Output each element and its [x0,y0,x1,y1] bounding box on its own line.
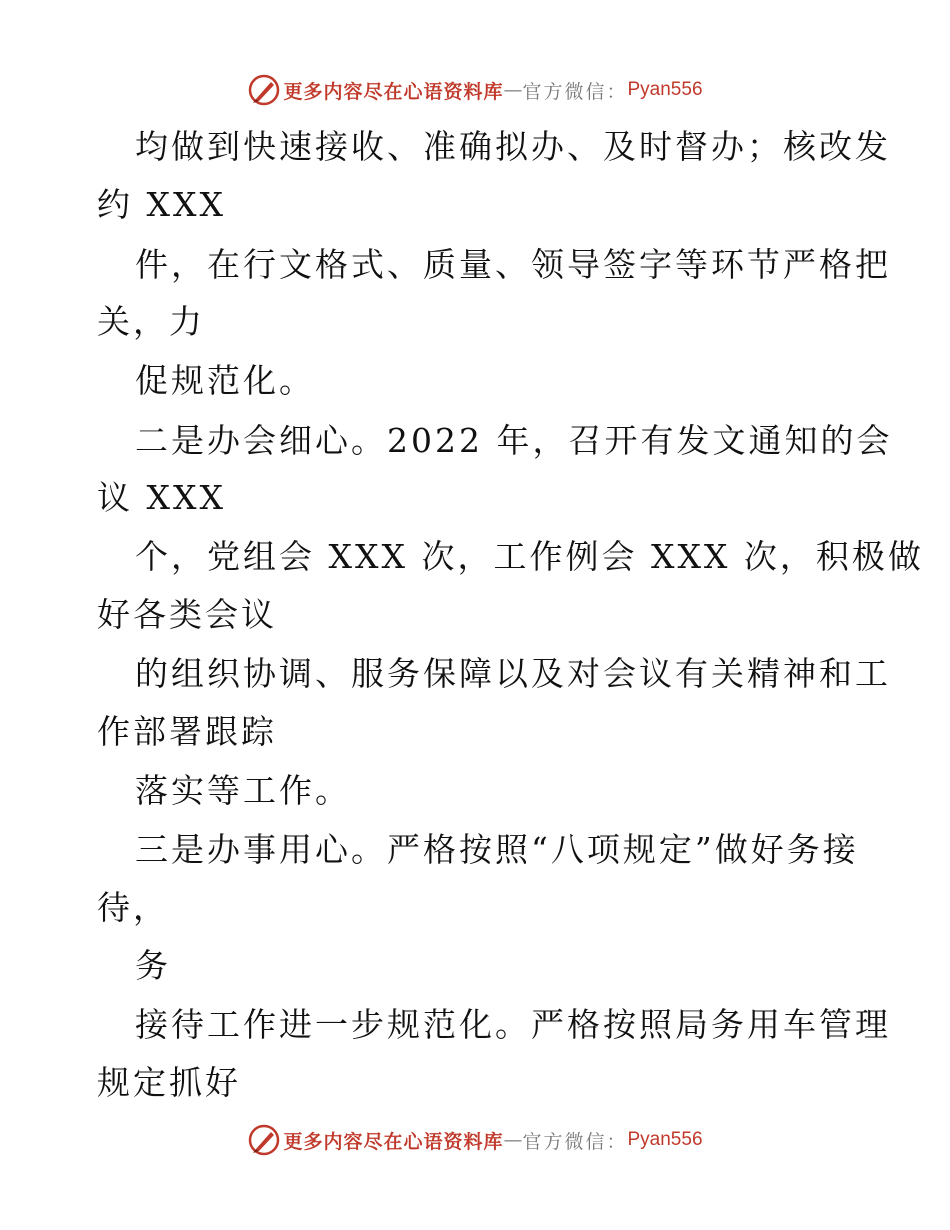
body-line: 均做到快速接收、准确拟办、及时督办；核改发 [135,127,891,166]
footer-watermark [0,1120,950,1160]
body-line: 议 XXX [97,478,226,517]
body-line: 个，党组会 XXX 次，工作例会 XXX 次，积极做 [135,537,924,576]
body-line: 规定抓好 [97,1063,241,1102]
watermark-secondary-text: 官方微信： [522,1130,628,1153]
body-line: 待， [97,888,169,927]
watermark-separator: — [503,1129,523,1151]
body-line: 的组织协调、服务保障以及对会议有关精神和工 [135,654,891,693]
body-line: 约 XXX [97,185,226,224]
body-line: 二是办会细心。2022 年，召开有发文通知的会 [135,421,893,460]
body-line: 作部署跟踪 [97,712,277,751]
body-line: 件，在行文格式、质量、领导签字等环节严格把 [135,245,891,284]
body-line: 务 [135,946,171,985]
watermark-primary-text: 更多内容尽在心语资料库 [283,1130,504,1153]
header-watermark [0,70,950,110]
quill-pen-icon [247,1123,281,1157]
watermark-separator: — [503,79,523,101]
body-line: 促规范化。 [135,361,315,400]
watermark-wechat-id: Pyan556 [627,1129,703,1150]
watermark-primary-text: 更多内容尽在心语资料库 [283,80,504,103]
body-line: 好各类会议 [97,595,277,634]
body-line: 关，力 [97,302,205,341]
body-line: 三是办事用心。严格按照“八项规定”做好务接 [135,830,859,869]
body-line: 接待工作进一步规范化。严格按照局务用车管理 [135,1005,891,1044]
body-line: 落实等工作。 [135,771,351,810]
watermark-wechat-id: Pyan556 [627,79,703,100]
watermark-secondary-text: 官方微信： [522,80,628,103]
quill-pen-icon [247,73,281,107]
